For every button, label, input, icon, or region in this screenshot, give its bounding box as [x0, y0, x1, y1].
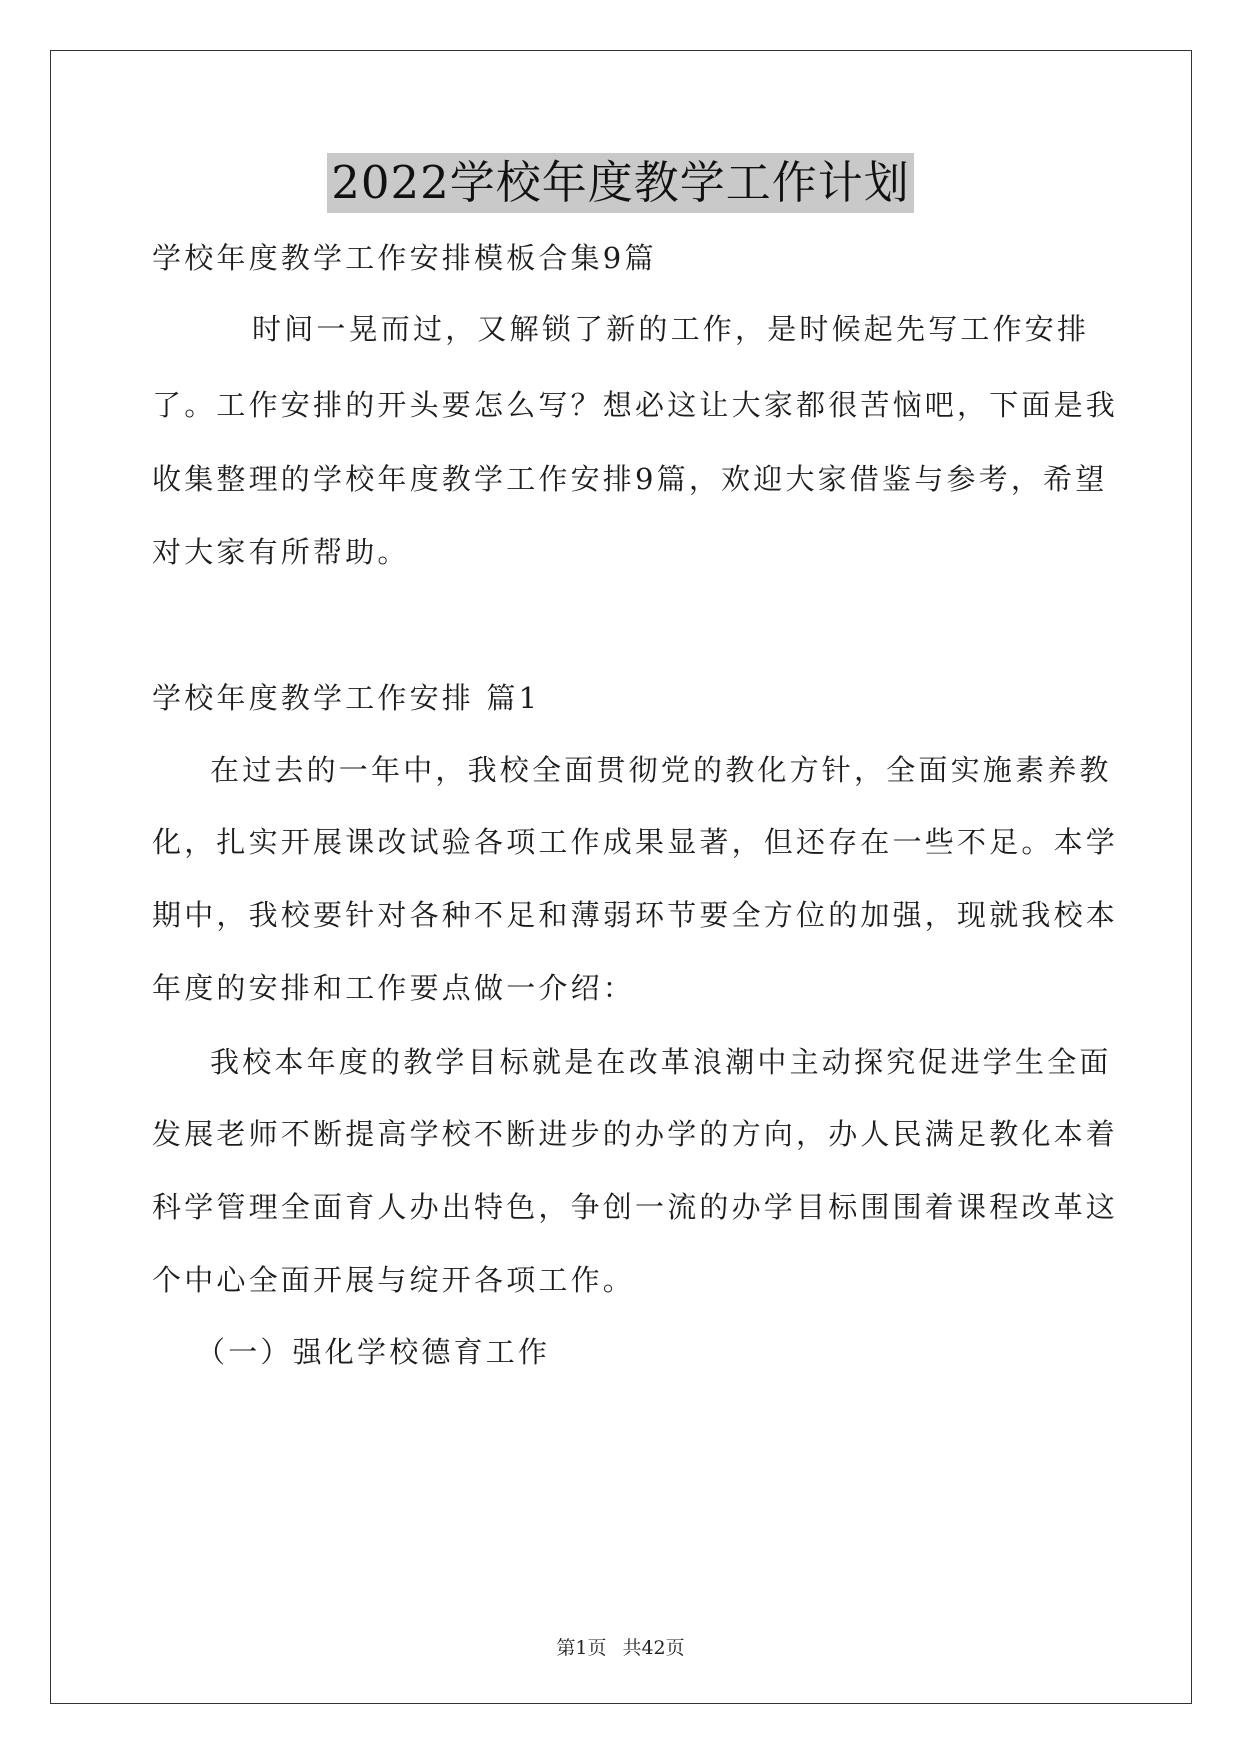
paragraph1-line-2: 化，扎实开展课改试验各项工作成果显著，但还存在一些不足。本学	[152, 825, 1119, 859]
page-footer	[0, 1635, 1241, 1661]
page-border	[50, 50, 1192, 1704]
document-subtitle: 学校年度教学工作安排模板合集9篇	[152, 241, 657, 275]
paragraph1-line-3: 期中，我校要针对各种不足和薄弱环节要全方位的加强，现就我校本	[152, 898, 1119, 932]
subheading: （一）强化学校德育工作	[196, 1335, 551, 1369]
document-title: 2022学校年度教学工作计划	[327, 153, 914, 213]
page-number: 第1页	[556, 1637, 607, 1659]
paragraph2-line-3: 科学管理全面育人办出特色，争创一流的办学目标围围着课程改革这	[152, 1190, 1119, 1224]
intro-line-2: 了。工作安排的开头要怎么写？想必这让大家都很苦恼吧，下面是我	[152, 388, 1119, 422]
paragraph1-line-4: 年度的安排和工作要点做一介绍：	[152, 971, 636, 1005]
page-total: 共42页	[622, 1637, 685, 1659]
paragraph2-line-1: 我校本年度的教学目标就是在改革浪潮中主动探究促进学生全面	[210, 1045, 1112, 1079]
intro-line-3: 收集整理的学校年度教学工作安排9篇，欢迎大家借鉴与参考，希望	[152, 462, 1108, 496]
intro-line-4: 对大家有所帮助。	[152, 535, 410, 569]
paragraph2-line-2: 发展老师不断提高学校不断进步的办学的方向，办人民满足教化本着	[152, 1117, 1119, 1151]
title-container	[0, 153, 1241, 213]
paragraph1-line-1: 在过去的一年中，我校全面贯彻党的教化方针，全面实施素养教	[210, 753, 1112, 787]
intro-line-1: 时间一晃而过，又解锁了新的工作，是时候起先写工作安排	[252, 312, 1090, 346]
paragraph2-line-4: 个中心全面开展与绽开各项工作。	[152, 1263, 636, 1297]
section-heading: 学校年度教学工作安排 篇1	[152, 681, 541, 715]
